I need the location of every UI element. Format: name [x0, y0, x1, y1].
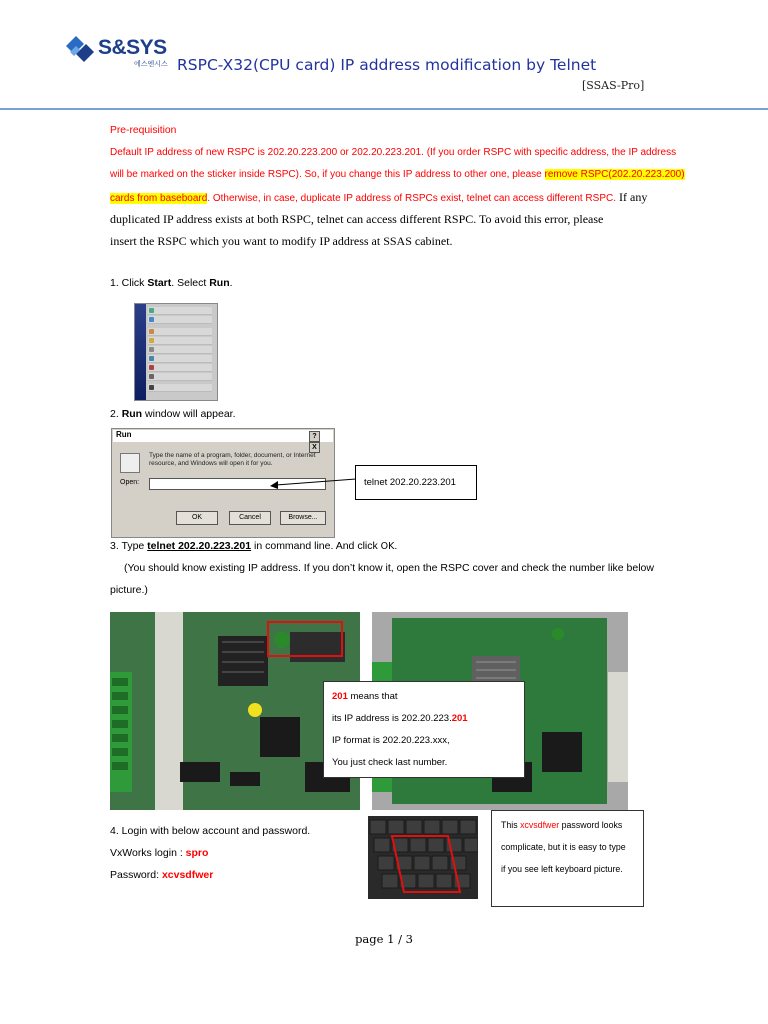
step-3: [110, 540, 397, 552]
password-line: [110, 869, 213, 881]
prereq-line-3-text: . Otherwise, in case, duplicate IP address of RSPCs exist, telnet can access different RSPC.: [207, 193, 616, 204]
page-number: page 1 / 3: [355, 932, 413, 946]
keyboard-photo: [368, 816, 478, 899]
run-open-label: Open:: [120, 479, 140, 486]
step-2-suffix: window will appear.: [142, 408, 236, 420]
ip-callout-line-1-rest: means that: [347, 691, 398, 702]
login-value: spro: [185, 847, 209, 859]
prereq-heading: Pre-requisition: [110, 125, 177, 136]
pw-callout-line-2: complicate, but it is easy to type: [501, 842, 626, 852]
password-label: Password:: [110, 869, 162, 881]
step-3-suffix: .: [394, 540, 398, 552]
run-browse-button: Browse...: [280, 511, 326, 525]
logo-text: S&SYS: [98, 36, 167, 59]
pw-callout-line-1-rest: password looks: [559, 820, 623, 830]
ip-address-callout: [323, 681, 525, 778]
header-divider: [0, 108, 768, 110]
login-label: VxWorks login :: [110, 847, 186, 859]
run-dialog-title: Run: [116, 430, 132, 439]
ip-callout-line-1: [332, 691, 398, 702]
pw-callout-prefix: This: [501, 820, 521, 830]
run-dialog-description: Type the name of a program, folder, document, or Internet resource, and Windows will open it for you.: [149, 452, 316, 467]
start-menu-screenshot: [134, 303, 218, 401]
step-3-mid: in command line. And click: [251, 540, 381, 552]
step-2: [110, 408, 236, 420]
prereq-highlight-2: cards from baseboard: [110, 193, 208, 204]
password-callout: [491, 810, 644, 907]
step-1: [110, 277, 233, 289]
logo-mark-icon: [64, 34, 98, 64]
step-1-suffix: .: [229, 277, 233, 289]
run-cancel-button: Cancel: [229, 511, 271, 525]
run-command-callout: [355, 465, 477, 500]
start-menu-band: [135, 304, 146, 400]
password-value: xcvsdfwer: [161, 869, 214, 881]
ip-callout-line-2-num: 201: [451, 713, 468, 724]
prereq-line-5: insert the RSPC which you want to modify IP address at SSAS cabinet.: [110, 234, 453, 248]
step-3-command: telnet 202.20.223.201: [147, 540, 252, 552]
step-2-prefix: 2.: [110, 408, 122, 420]
prereq-highlight-1: remove RSPC(202.20.223.200): [544, 169, 685, 180]
ip-callout-line-4: You just check last number.: [332, 757, 448, 768]
step-3-note-1: (You should know existing IP address. If you don’t know it, open the RSPC cover and check the number like below: [124, 562, 654, 574]
prereq-line-1: Default IP address of new RSPC is 202.20.223.200 or 202.20.223.201. (If you order RSPC with specific address, the IP address: [110, 147, 677, 158]
document-tag: [SSAS-Pro]: [582, 79, 645, 92]
step-3-note-2: picture.): [110, 584, 148, 596]
prereq-line-4: duplicated IP address exists at both RSPC, telnet can access different RSPC. To avoid this error, please: [110, 212, 604, 226]
document-title: RSPC-X32(CPU card) IP address modification by Telnet: [177, 56, 597, 74]
pw-callout-line-3: if you see left keyboard picture.: [501, 864, 623, 874]
callout-arrow-icon: [268, 475, 358, 491]
step-1-prefix: 1. Click: [110, 277, 148, 289]
pw-callout-pw: xcvsdfwer: [520, 820, 560, 830]
step-3-ok: OK: [380, 541, 395, 552]
help-icon: ?: [309, 431, 320, 442]
close-icon: X: [309, 442, 320, 453]
ip-callout-line-3: IP format is 202.20.223.xxx,: [332, 735, 450, 746]
prereq-line-2: [110, 164, 685, 186]
prereq-line-3: [110, 186, 647, 210]
run-dialog-titlebar: [113, 430, 333, 451]
run-ok-button: OK: [176, 511, 218, 525]
step-1-mid: . Select: [171, 277, 210, 289]
step-3-prefix: 3. Type: [110, 540, 148, 552]
ip-callout-line-2: [332, 713, 468, 724]
prereq-line-3-black: If any: [616, 190, 648, 204]
step-2-run: Run: [121, 408, 143, 420]
ip-callout-num: 201: [332, 691, 348, 702]
step-1-start: Start: [147, 277, 172, 289]
step-1-run: Run: [209, 277, 230, 289]
step-4: 4. Login with below account and password.: [110, 825, 311, 837]
run-program-icon: [120, 453, 140, 473]
ip-callout-line-2-prefix: its IP address is 202.20.223.: [332, 713, 452, 724]
prereq-line-2-text: will be marked on the sticker inside RSPC). So, if you change this IP address to other one, please: [110, 169, 545, 180]
login-line: [110, 847, 208, 859]
logo-subtext: 에스엔시스: [134, 61, 168, 68]
pw-callout-line-1: [501, 820, 622, 830]
run-command-callout-text: telnet 202.20.223.201: [364, 477, 456, 488]
